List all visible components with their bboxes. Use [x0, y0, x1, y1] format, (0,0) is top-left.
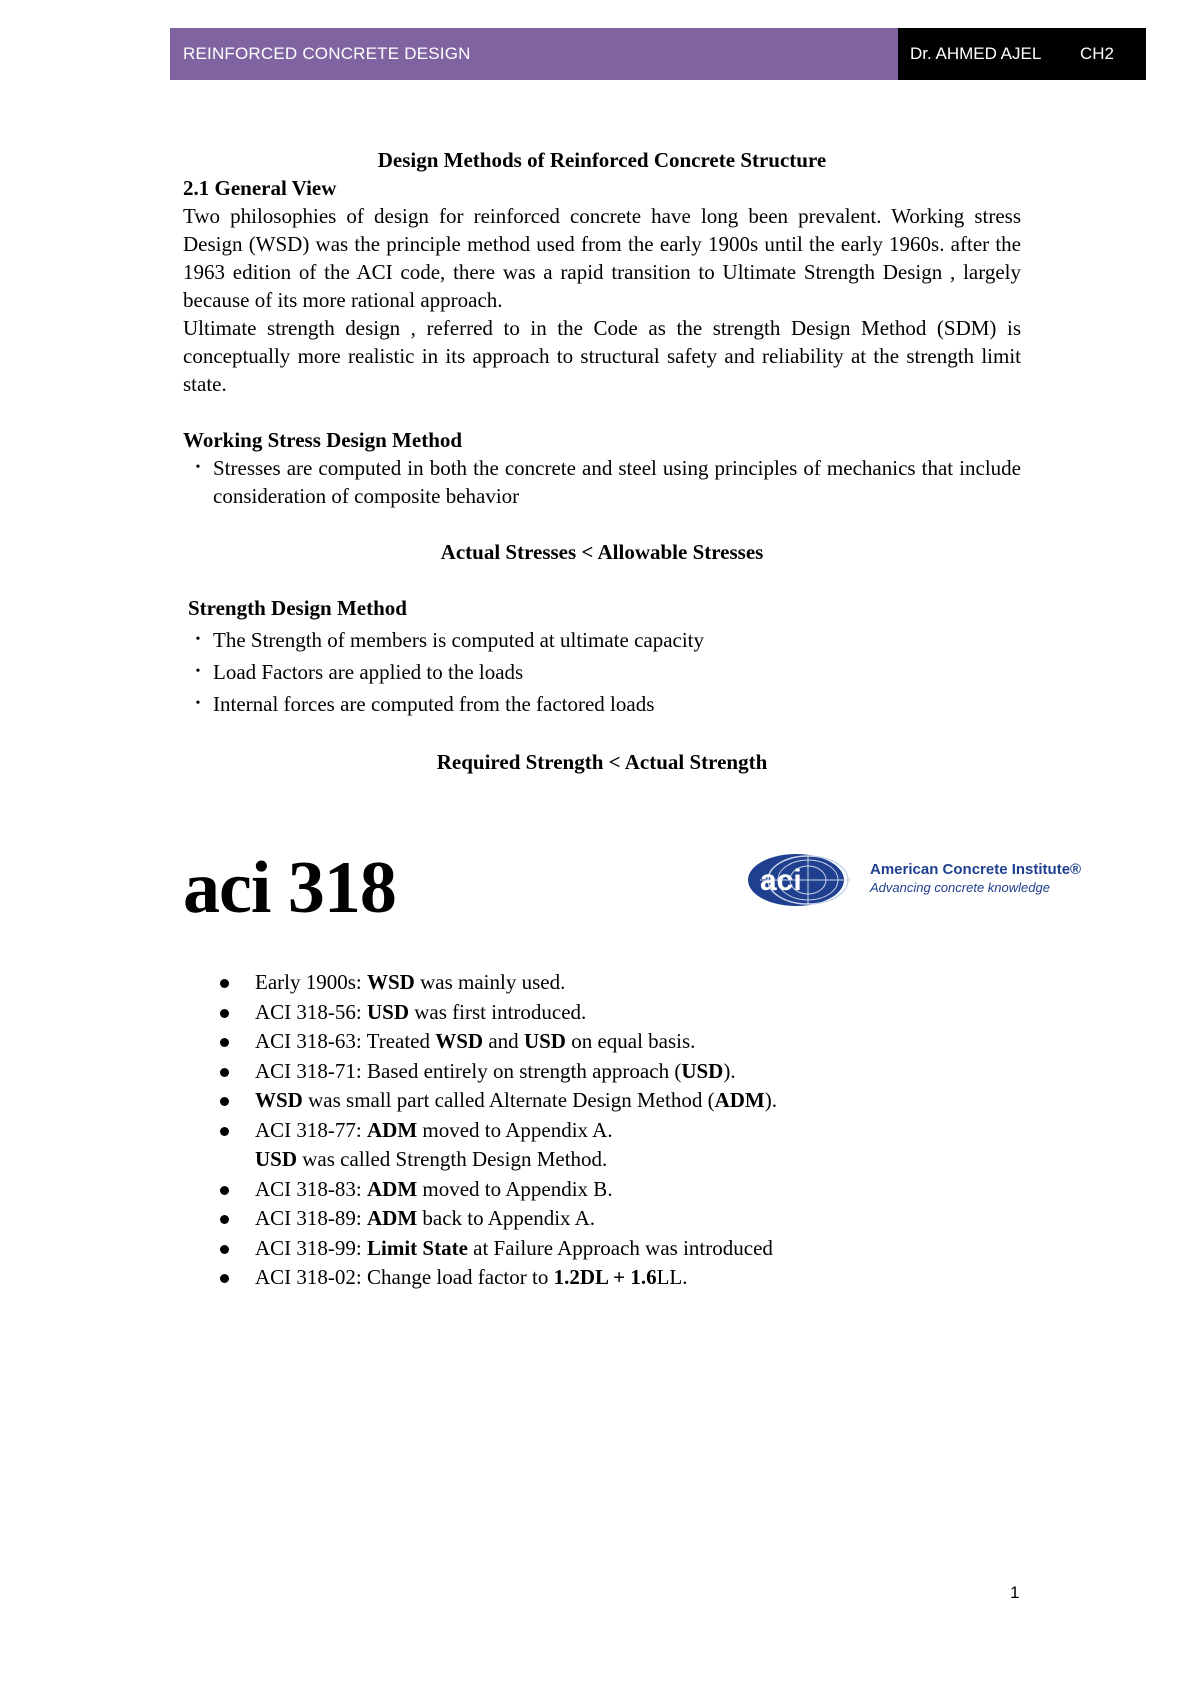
general-view-heading: 2.1 General View: [183, 176, 337, 200]
history-bold-term: WSD: [255, 1088, 303, 1112]
bullet-dot-icon: [214, 1027, 255, 1057]
history-text-segment: was first introduced.: [409, 999, 587, 1024]
bullet-dot-icon: [214, 1263, 255, 1293]
history-item: [214, 1175, 974, 1205]
history-item-text: [255, 1145, 607, 1175]
history-text-segment: ACI 318-83:: [255, 1176, 367, 1201]
history-text-segment: was small part called Alternate Design Method (: [302, 1088, 715, 1112]
sdm-bullet-item: [183, 626, 1021, 654]
bullet-dot-icon: [214, 1145, 255, 1175]
bullet-icon: •: [195, 696, 201, 711]
page-number: 1: [1010, 1583, 1020, 1602]
history-item-text: [255, 1204, 595, 1234]
aci-history-list: [214, 968, 974, 1293]
history-item-text: [255, 998, 586, 1028]
history-text-segment: and: [483, 1029, 524, 1053]
bullet-dot-icon: [214, 998, 255, 1028]
history-bold-term: 1.2DL + 1.6: [553, 1265, 657, 1289]
history-text-segment: ACI 318-02: Change load factor to: [255, 1265, 554, 1289]
sdm-bullet-text: Load Factors are applied to the loads: [213, 660, 524, 684]
history-bold-term: USD: [367, 999, 410, 1024]
history-item: [214, 1057, 974, 1087]
history-bold-term: WSD: [435, 1029, 484, 1053]
aci-logo: [746, 850, 1096, 910]
history-text-segment: on equal basis.: [565, 1029, 696, 1053]
header-right-block: [898, 28, 1146, 80]
wsd-heading: Working Stress Design Method: [183, 428, 463, 452]
history-item-text: [255, 1116, 613, 1146]
history-item: [214, 998, 974, 1028]
history-text-segment: moved to Appendix A.: [417, 1117, 613, 1142]
history-text-segment: ACI 318-99:: [255, 1235, 367, 1260]
sdm-bullet-item: [183, 658, 1021, 686]
history-item-text: [255, 1086, 777, 1116]
history-item-text: [255, 968, 565, 998]
aci-logo-name: American Concrete Institute®: [870, 861, 1082, 878]
bullet-icon: •: [195, 664, 201, 679]
history-bold-term: ADM: [714, 1088, 765, 1112]
document-body: [183, 146, 1021, 776]
bullet-icon: •: [195, 632, 201, 647]
aci-section: [183, 838, 1083, 938]
history-bold-term: ADM: [367, 1176, 418, 1201]
history-text-segment: ACI 318-71: Based entirely on strength approach (: [255, 1058, 682, 1083]
page-header: [170, 28, 1146, 80]
wsd-criterion: Actual Stresses < Allowable Stresses: [440, 540, 764, 564]
history-text-segment: at Failure Approach was introduced: [467, 1235, 773, 1260]
history-text-segment: ACI 318-89:: [255, 1206, 367, 1230]
bullet-dot-icon: [214, 1204, 255, 1234]
history-bold-term: USD: [255, 1147, 298, 1171]
header-chapter: CH2: [1080, 44, 1115, 63]
history-text-segment: ACI 318-77:: [255, 1117, 367, 1142]
history-text-segment: moved to Appendix B.: [417, 1176, 613, 1201]
bullet-dot-icon: [214, 968, 255, 998]
bullet-dot-icon: [214, 1116, 255, 1146]
bullet-icon: •: [195, 460, 201, 475]
history-text-segment: Early 1900s:: [255, 970, 367, 994]
history-bold-term: USD: [523, 1029, 566, 1053]
history-item: [214, 1234, 974, 1264]
bullet-dot-icon: [214, 1175, 255, 1205]
history-text-segment: back to Appendix A.: [417, 1206, 596, 1230]
aci-logo-tagline: Advancing concrete knowledge: [870, 880, 1050, 895]
aci-logo-mark: aci: [760, 864, 802, 897]
sdm-bullet-text: Internal forces are computed from the factored loads: [213, 692, 655, 716]
history-text-segment: was called Strength Design Method.: [297, 1147, 608, 1171]
history-text-segment: ).: [723, 1058, 736, 1083]
history-item-text: [255, 1234, 773, 1264]
history-bold-term: WSD: [366, 970, 415, 994]
history-bold-term: ADM: [367, 1206, 418, 1230]
history-text-segment: ACI 318-63: Treated: [255, 1029, 436, 1053]
history-item: [214, 1204, 974, 1234]
history-item-text: [255, 1263, 687, 1293]
history-text-segment: ).: [764, 1088, 777, 1112]
history-text-segment: LL.: [656, 1265, 688, 1289]
history-bold-term: USD: [681, 1058, 724, 1083]
history-item: [214, 1027, 974, 1057]
history-text-segment: was mainly used.: [414, 970, 566, 994]
wsd-bullet-item: [183, 454, 1021, 510]
history-item-text: [255, 1175, 613, 1205]
history-item: [214, 1116, 974, 1146]
history-item: [214, 1145, 974, 1175]
history-item: [214, 968, 974, 998]
sdm-criterion: Required Strength < Actual Strength: [436, 750, 768, 774]
history-item: [214, 1263, 974, 1293]
general-view-paragraph-2: Ultimate strength design , referred to in the Code as the strength Design Method (SDM) is conceptually more realistic in its approach to structural safety and reliability at the strength limit state.: [183, 316, 1021, 396]
aci-318-title: aci 318: [183, 847, 396, 929]
history-item: [214, 1086, 974, 1116]
sdm-heading: Strength Design Method: [188, 596, 407, 620]
history-bold-term: ADM: [367, 1117, 418, 1142]
sdm-bullet-text: The Strength of members is computed at ultimate capacity: [213, 628, 705, 652]
header-title: REINFORCED CONCRETE DESIGN: [170, 28, 898, 80]
bullet-dot-icon: [214, 1057, 255, 1087]
history-item-text: [255, 1057, 736, 1087]
wsd-bullet-text: Stresses are computed in both the concrete and steel using principles of mechanics that include consideration of composite behavior: [213, 456, 1021, 508]
general-view-paragraph-1: Two philosophies of design for reinforced concrete have long been prevalent. Working stress Design (WSD) was the principle method used from the early 1900s until the early 1960s. after the 1963 edition of the ACI code, there was a rapid transition to Ultimate Strength Design , largely because of its more rational approach.: [183, 204, 1021, 312]
sdm-bullet-item: [183, 690, 1021, 718]
header-author: Dr. AHMED AJEL: [910, 44, 1042, 63]
history-bold-term: Limit State: [367, 1235, 468, 1260]
history-item-text: [255, 1027, 695, 1057]
bullet-dot-icon: [214, 1086, 255, 1116]
history-text-segment: ACI 318-56:: [255, 999, 367, 1024]
bullet-dot-icon: [214, 1234, 255, 1264]
document-title: Design Methods of Reinforced Concrete Structure: [377, 148, 827, 172]
